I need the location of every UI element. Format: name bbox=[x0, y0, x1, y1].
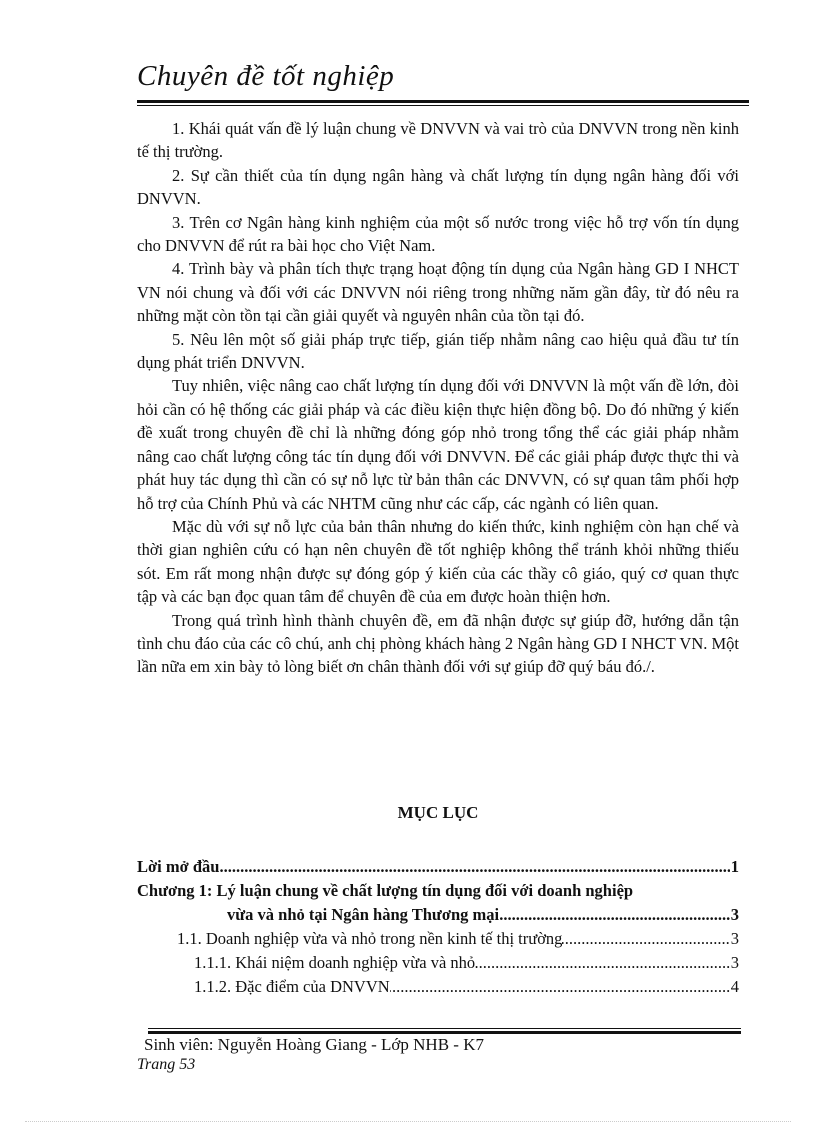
toc-entry-section-1-1-1[interactable] bbox=[194, 951, 739, 975]
toc-entry-page: 1 bbox=[730, 855, 739, 878]
toc-entry-chapter-1[interactable] bbox=[227, 903, 739, 927]
toc-entry-label: vừa và nhỏ tại Ngân hàng Thương mại bbox=[227, 905, 500, 924]
footer-rule-thin bbox=[148, 1028, 741, 1029]
header-rule-thin bbox=[137, 105, 749, 106]
toc-entry-page: 4 bbox=[730, 975, 739, 998]
toc-heading: MỤC LỤC bbox=[397, 803, 479, 822]
paragraph: 1. Khái quát vấn đề lý luận chung về DNVVN và vai trò của DNVVN trong nền kinh tế thị trường. bbox=[137, 119, 739, 162]
toc-entry-label: 1.1.2. Đặc điểm của DNVVN bbox=[194, 977, 390, 996]
toc-entry-page: 3 bbox=[730, 951, 739, 974]
paragraph: Trong quá trình hình thành chuyên đề, em đã nhận được sự giúp đỡ, hướng dẫn tận tình chu đáo của các cô chú, anh chị phòng khách hàng 2 Ngân hàng GD I NHCT VN. Một lần nữa em xin bày tỏ lòng biết ơn chân thành đối với sự giúp đỡ quý báu đó./. bbox=[137, 610, 739, 677]
toc-entry-intro[interactable] bbox=[137, 855, 739, 879]
toc-entry-label: Lời mở đầu bbox=[137, 857, 220, 876]
table-of-contents bbox=[137, 855, 739, 999]
paragraph: Mặc dù với sự nỗ lực của bản thân nhưng do kiến thức, kinh nghiệm còn hạn chế và thời gian nghiên cứu có hạn nên chuyên đề tốt nghiệp không thể tránh khỏi những thiếu sót. Em rất mong nhận được sự đóng góp ý kiến của các thầy cô giáo, quý cơ quan thực tập và các bạn đọc quan tâm để chuyên đề của em được hoàn thiện hơn. bbox=[137, 516, 739, 607]
paragraph: Tuy nhiên, việc nâng cao chất lượng tín dụng đối với DNVVN là một vấn đề lớn, đòi hỏi cần có hệ thống các giải pháp và các điều kiện thực hiện đồng bộ. Do đó những ý kiến đề xuất trong chuyên đề chỉ là những đóng góp nhỏ trong tổng thể các giải pháp nhằm nâng cao chất lượng công tác tín dụng đối với DNVVN. Để các giải pháp được thực thi và phát huy tác dụng thì cần có sự nỗ lực từ bản thân các DNVVN, có sự quan tâm phối hợp hỗ trợ của Chính Phủ và các NHTM cũng như các cấp, các ngành có liên quan. bbox=[137, 376, 739, 513]
footer-page-number: Trang 53 bbox=[137, 1056, 196, 1073]
page-header-title: Chuyên đề tốt nghiệp bbox=[137, 60, 395, 92]
footer-student-info: Sinh viên: Nguyễn Hoàng Giang - Lớp NHB - K7 bbox=[144, 1035, 484, 1054]
footer-rule bbox=[148, 1031, 741, 1034]
toc-entry-label: 1.1.1. Khái niệm doanh nghiệp vừa và nhỏ bbox=[194, 953, 476, 972]
toc-entry-page: 3 bbox=[730, 927, 739, 950]
toc-entry-section-1-1[interactable] bbox=[177, 927, 739, 951]
body-text bbox=[137, 117, 739, 679]
paragraph: 3. Trên cơ Ngân hàng kinh nghiệm của một số nước trong việc hỗ trợ vốn tín dụng cho DNVVN để rút ra bài học cho Việt Nam. bbox=[137, 212, 739, 256]
paragraph: 2. Sự cần thiết của tín dụng ngân hàng và chất lượng tín dụng ngân hàng đối với DNVVN. bbox=[137, 165, 739, 209]
paragraph: 5. Nêu lên một số giải pháp trực tiếp, gián tiếp nhằm nâng cao hiệu quả đầu tư tín dụng phát triển DNVVN. bbox=[137, 329, 739, 373]
paragraph: 4. Trình bày và phân tích thực trạng hoạt động tín dụng của Ngân hàng GD I NHCT VN nói chung và đối với các DNVVN nói riêng trong những năm gần đây, từ đó nêu ra những mặt còn tồn tại cần giải quyết và nguyên nhân của tồn tại đó. bbox=[137, 259, 739, 326]
page-boundary-divider bbox=[25, 1121, 791, 1122]
toc-entry-section-1-1-2[interactable] bbox=[194, 975, 739, 999]
toc-entry-label: 1.1. Doanh nghiệp vừa và nhỏ trong nền kinh tế thị trường bbox=[177, 929, 563, 948]
header-rule bbox=[137, 100, 749, 103]
toc-chapter-1-title[interactable]: Chương 1: Lý luận chung về chất lượng tín dụng đối với doanh nghiệp bbox=[137, 881, 634, 900]
toc-entry-page: 3 bbox=[730, 903, 739, 926]
